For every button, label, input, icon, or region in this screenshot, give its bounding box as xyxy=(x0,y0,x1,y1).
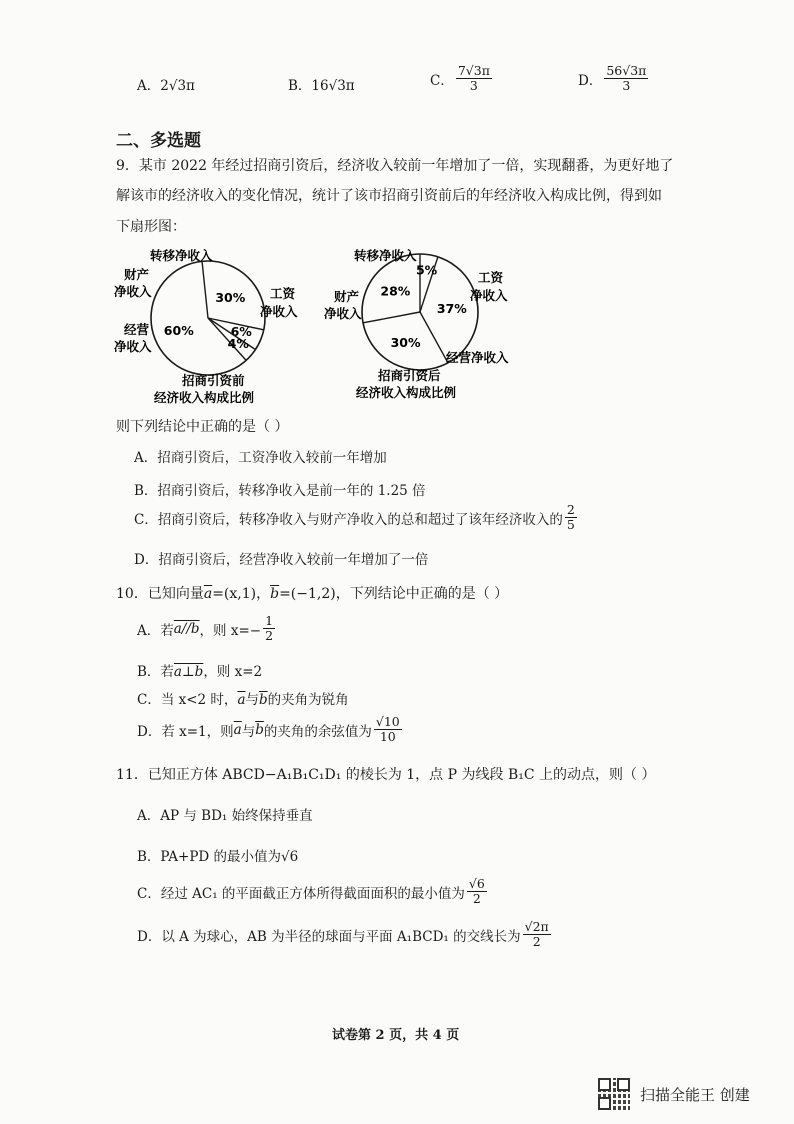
q9-option-a: A．招商引资后，工资净收入较前一年增加 xyxy=(134,450,387,466)
pie-slice-divider xyxy=(420,312,448,363)
pie-slice-percent: 30% xyxy=(215,289,246,305)
pie-before-slices xyxy=(151,261,265,375)
q11-option-a: A．AP 与 BD₁ 始终保持垂直 xyxy=(137,808,313,824)
q10-d-vector-b: $\overline{b}$ xyxy=(255,721,264,738)
q10-a-numerator: 1 xyxy=(265,613,274,628)
q8-option-b: B．16√3π xyxy=(288,78,355,94)
scanner-watermark: 扫描全能王 创建 xyxy=(640,1086,750,1104)
q8-option-a: A．2√3π xyxy=(137,78,195,94)
pie-before-label-wage-2: 净收入 xyxy=(260,304,298,319)
q10-c-part-3: 与 xyxy=(245,692,259,708)
q9-line-3: 下扇形图： xyxy=(116,219,186,235)
pie-slice-divider xyxy=(202,261,208,318)
q10-c-part-5: 的夹角为锐角 xyxy=(267,692,349,708)
q10-stem-part-2: =(x,1)， xyxy=(212,586,271,602)
q10-option-c xyxy=(137,688,349,708)
q9-option-b: B．招商引资后，转移净收入是前一年的 1.25 倍 xyxy=(134,483,426,499)
pie-after-label-transfer: 转移净收入 xyxy=(354,248,417,263)
q9-c-denominator: 5 xyxy=(566,517,575,533)
pie-slice-divider xyxy=(363,312,420,323)
pie-before-label-business-1: 经营 xyxy=(124,322,150,337)
q10-option-b xyxy=(137,660,262,680)
q10-a-vectors: a//b xyxy=(173,620,200,637)
pie-chart-after xyxy=(320,240,530,405)
pie-after-label-wage-1: 工资 xyxy=(478,270,504,285)
q8-d-numerator: 56√3π xyxy=(606,63,647,78)
q11-option-c xyxy=(137,877,489,907)
q10-d-part-1: D．若 x=1，则 xyxy=(137,723,234,740)
q8-c-denominator: 3 xyxy=(469,78,478,94)
pie-chart-before xyxy=(110,240,320,405)
pie-before-caption-2: 经济收入构成比例 xyxy=(154,390,255,405)
pie-before-label-business-2: 净收入 xyxy=(114,339,152,354)
q8-option-c xyxy=(430,64,494,94)
q10-option-a xyxy=(137,614,277,644)
q10-c-vector-b: $\overline{b}$ xyxy=(259,692,268,708)
pie-after-label-property-1: 财产 xyxy=(334,289,360,304)
pie-before-label-property-1: 财产 xyxy=(124,267,150,282)
q10-b-vectors: a⊥b xyxy=(173,664,204,680)
q9-stem: 则下列结论中正确的是（ ） xyxy=(116,419,289,435)
pie-slice-percent: 37% xyxy=(436,300,467,316)
pie-after-label-wage-2: 净收入 xyxy=(470,288,508,303)
page-footer: 试卷第 2 页，共 4 页 xyxy=(332,1028,460,1043)
q9-option-c xyxy=(134,503,579,533)
q10-c-vector-a: $\overline{a}$ xyxy=(237,692,246,708)
vector-a: $\overline{a}$ xyxy=(203,586,213,602)
q11-c-text: C．经过 AC₁ 的平面截正方体所得截面面积的最小值为 xyxy=(137,885,465,902)
q11-stem: 11．已知正方体 ABCD−A₁B₁C₁D₁ 的棱长为 1，点 P 为线段 B₁C 上的动点，则（ ） xyxy=(116,767,656,783)
q9-option-d: D．招商引资后，经营净收入较前一年增加了一倍 xyxy=(134,552,429,568)
q8-d-denominator: 3 xyxy=(622,78,631,94)
pie-slice-percent: 60% xyxy=(163,323,194,339)
pie-after-label-business: 经营净收入 xyxy=(446,350,509,365)
pie-before-label-wage-1: 工资 xyxy=(270,286,296,301)
q11-option-b: B．PA+PD 的最小值为√6 xyxy=(137,849,299,865)
q10-d-part-5: 的夹角的余弦值为 xyxy=(263,723,372,740)
q10-d-part-3: 与 xyxy=(241,723,256,740)
q11-option-d xyxy=(137,920,553,950)
q10-d-denominator: 10 xyxy=(379,729,396,745)
pie-slice-percent: 30% xyxy=(390,334,421,350)
q9-c-numerator: 2 xyxy=(566,502,575,517)
pie-after-caption-1: 招商引资后 xyxy=(378,368,441,383)
pie-after-label-property-2: 净收入 xyxy=(324,306,362,321)
q11-d-denominator: 2 xyxy=(532,934,541,950)
q10-c-part-1: C．当 x<2 时， xyxy=(137,692,238,708)
q11-c-numerator: √6 xyxy=(468,876,485,891)
pie-after-caption-2: 经济收入构成比例 xyxy=(356,385,457,400)
pie-slice-percent: 28% xyxy=(380,283,411,299)
q8-option-d xyxy=(578,64,650,94)
q10-stem-part-3: =(−1,2)，下列结论中正确的是（ ） xyxy=(279,586,509,602)
q11-d-numerator: √2π xyxy=(524,919,549,934)
pie-before-label-property-2: 净收入 xyxy=(114,284,152,299)
pie-before-label-transfer: 转移净收入 xyxy=(150,248,213,263)
q10-b-part-3: ，则 x=2 xyxy=(203,664,263,680)
q10-stem xyxy=(116,583,508,603)
q10-d-numerator: √10 xyxy=(375,714,400,729)
q8-option-c-label: C． xyxy=(430,72,454,89)
q10-a-denominator: 2 xyxy=(265,628,274,644)
q8-c-numerator: 7√3π xyxy=(457,63,490,78)
section-title: 二、多选题 xyxy=(116,131,201,151)
pie-slice-percent: 5% xyxy=(415,262,438,278)
q10-stem-part-1: 10．已知向量 xyxy=(116,586,204,602)
pie-slice-percent: 6% xyxy=(230,323,252,339)
q10-d-vector-a: $\overline{a}$ xyxy=(233,721,242,738)
q10-b-part-1: B．若 xyxy=(137,664,174,680)
q10-a-part-1: A．若 xyxy=(137,622,174,639)
pie-slice-percent: 4% xyxy=(227,336,249,352)
qr-code-icon xyxy=(598,1078,630,1110)
q8-option-d-label: D． xyxy=(578,72,603,89)
pie-before-caption-1: 招商引资前 xyxy=(182,373,245,388)
vector-b: $\overline{b}$ xyxy=(270,586,280,602)
q9-option-c-text: C．招商引资后，转移净收入与财产净收入的总和超过了该年经济收入的 xyxy=(134,511,563,528)
q11-c-denominator: 2 xyxy=(472,891,481,907)
q11-d-text: D．以 A 为球心，AB 为半径的球面与平面 A₁BCD₁ 的交线长为 xyxy=(137,928,521,945)
q10-a-part-3: ，则 x=− xyxy=(199,622,262,639)
q10-option-d xyxy=(137,715,404,745)
q9-line-2: 解该市的经济收入的变化情况，统计了该市招商引资前后的年经济收入构成比例，得到如 xyxy=(116,188,662,204)
q9-line-1: 9．某市 2022 年经过招商引资后，经济收入较前一年增加了一倍，实现翻番，为更好地了 xyxy=(116,158,674,174)
